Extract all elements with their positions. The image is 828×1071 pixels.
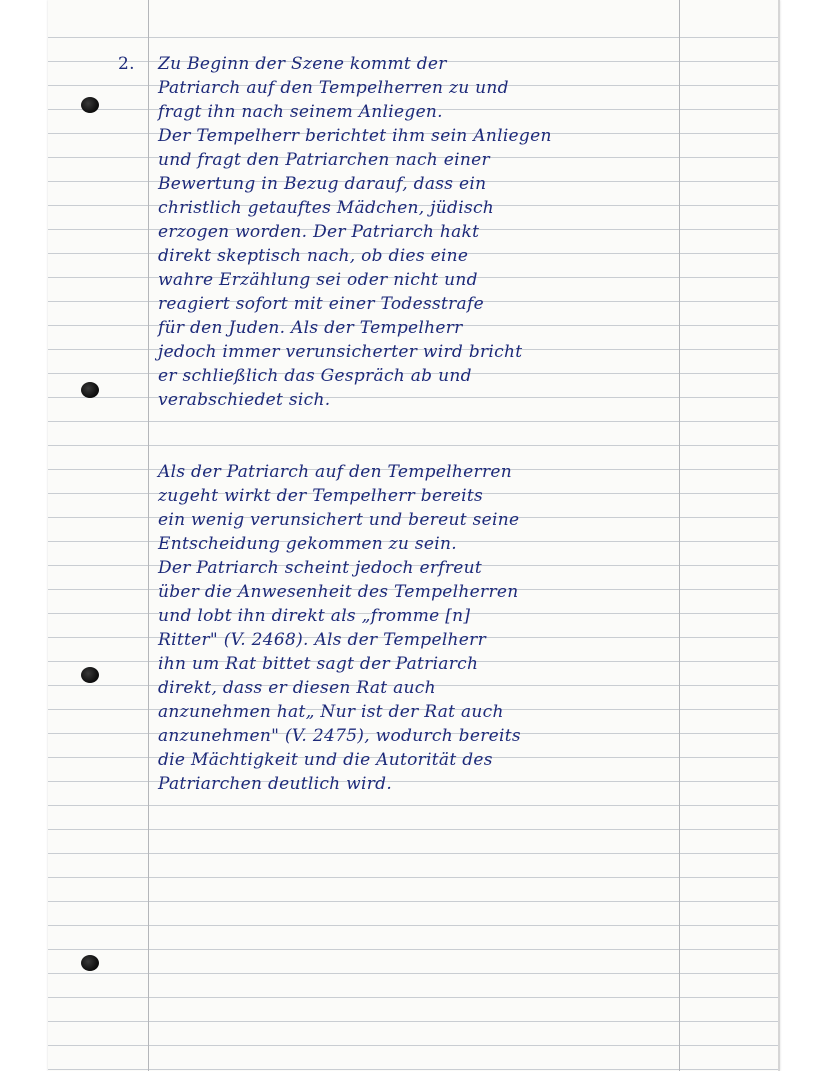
punch-hole-icon <box>81 667 99 683</box>
text-line: über die Anwesenheit des Tempelherren <box>158 582 519 602</box>
text-line: Patriarch auf den Tempelherren zu und <box>158 78 509 98</box>
text-line: anzunehmen" (V. 2475), wodurch bereits <box>158 726 521 746</box>
text-line: Ritter" (V. 2468). Als der Tempelherr <box>158 630 487 650</box>
text-line: Der Patriarch scheint jedoch erfreut <box>158 558 483 578</box>
line-text: Zu Beginn der Szene kommt der <box>158 54 447 74</box>
text-line: verabschiedet sich. <box>158 390 331 410</box>
text-line: erzogen worden. Der Patriarch hakt <box>158 222 480 242</box>
text-line: Der Tempelherr berichtet ihm sein Anliegen <box>158 126 552 146</box>
text-line: für den Juden. Als der Tempelherr <box>158 318 463 338</box>
text-line: direkt, dass er diesen Rat auch <box>158 678 436 698</box>
text-line: Patriarchen deutlich wird. <box>158 774 393 794</box>
text-line: und lobt ihn direkt als „fromme [n] <box>158 606 471 626</box>
text-line: Als der Patriarch auf den Tempelherren <box>158 462 512 482</box>
text-line: die Mächtigkeit und die Autorität des <box>158 750 493 770</box>
text-line: er schließlich das Gespräch ab und <box>158 366 472 386</box>
text-line: fragt ihn nach seinem Anliegen. <box>158 102 443 122</box>
handwritten-text <box>118 52 678 796</box>
text-line: reagiert sofort mit einer Todesstrafe <box>158 294 484 314</box>
text-line <box>118 52 678 76</box>
blank-line <box>118 412 678 460</box>
text-line: christlich getauftes Mädchen, jüdisch <box>158 198 495 218</box>
text-line: Bewertung in Bezug darauf, dass ein <box>158 174 487 194</box>
text-line: anzunehmen hat„ Nur ist der Rat auch <box>158 702 504 722</box>
text-line: zugeht wirkt der Tempelherr bereits <box>158 486 484 506</box>
right-margin-line <box>679 0 680 1071</box>
paper-edge <box>778 0 780 1071</box>
punch-hole-icon <box>81 955 99 971</box>
text-line: und fragt den Patriarchen nach einer <box>158 150 490 170</box>
text-line: ein wenig verunsichert und bereut seine <box>158 510 520 530</box>
item-number: 2. <box>118 54 135 74</box>
text-line: direkt skeptisch nach, ob dies eine <box>158 246 469 266</box>
text-line: jedoch immer verunsicherter wird bricht <box>158 342 523 362</box>
text-line: wahre Erzählung sei oder nicht und <box>158 270 478 290</box>
punch-hole-icon <box>81 97 99 113</box>
text-line: ihn um Rat bittet sagt der Patriarch <box>158 654 479 674</box>
punch-hole-icon <box>81 382 99 398</box>
text-line: Entscheidung gekommen zu sein. <box>158 534 457 554</box>
